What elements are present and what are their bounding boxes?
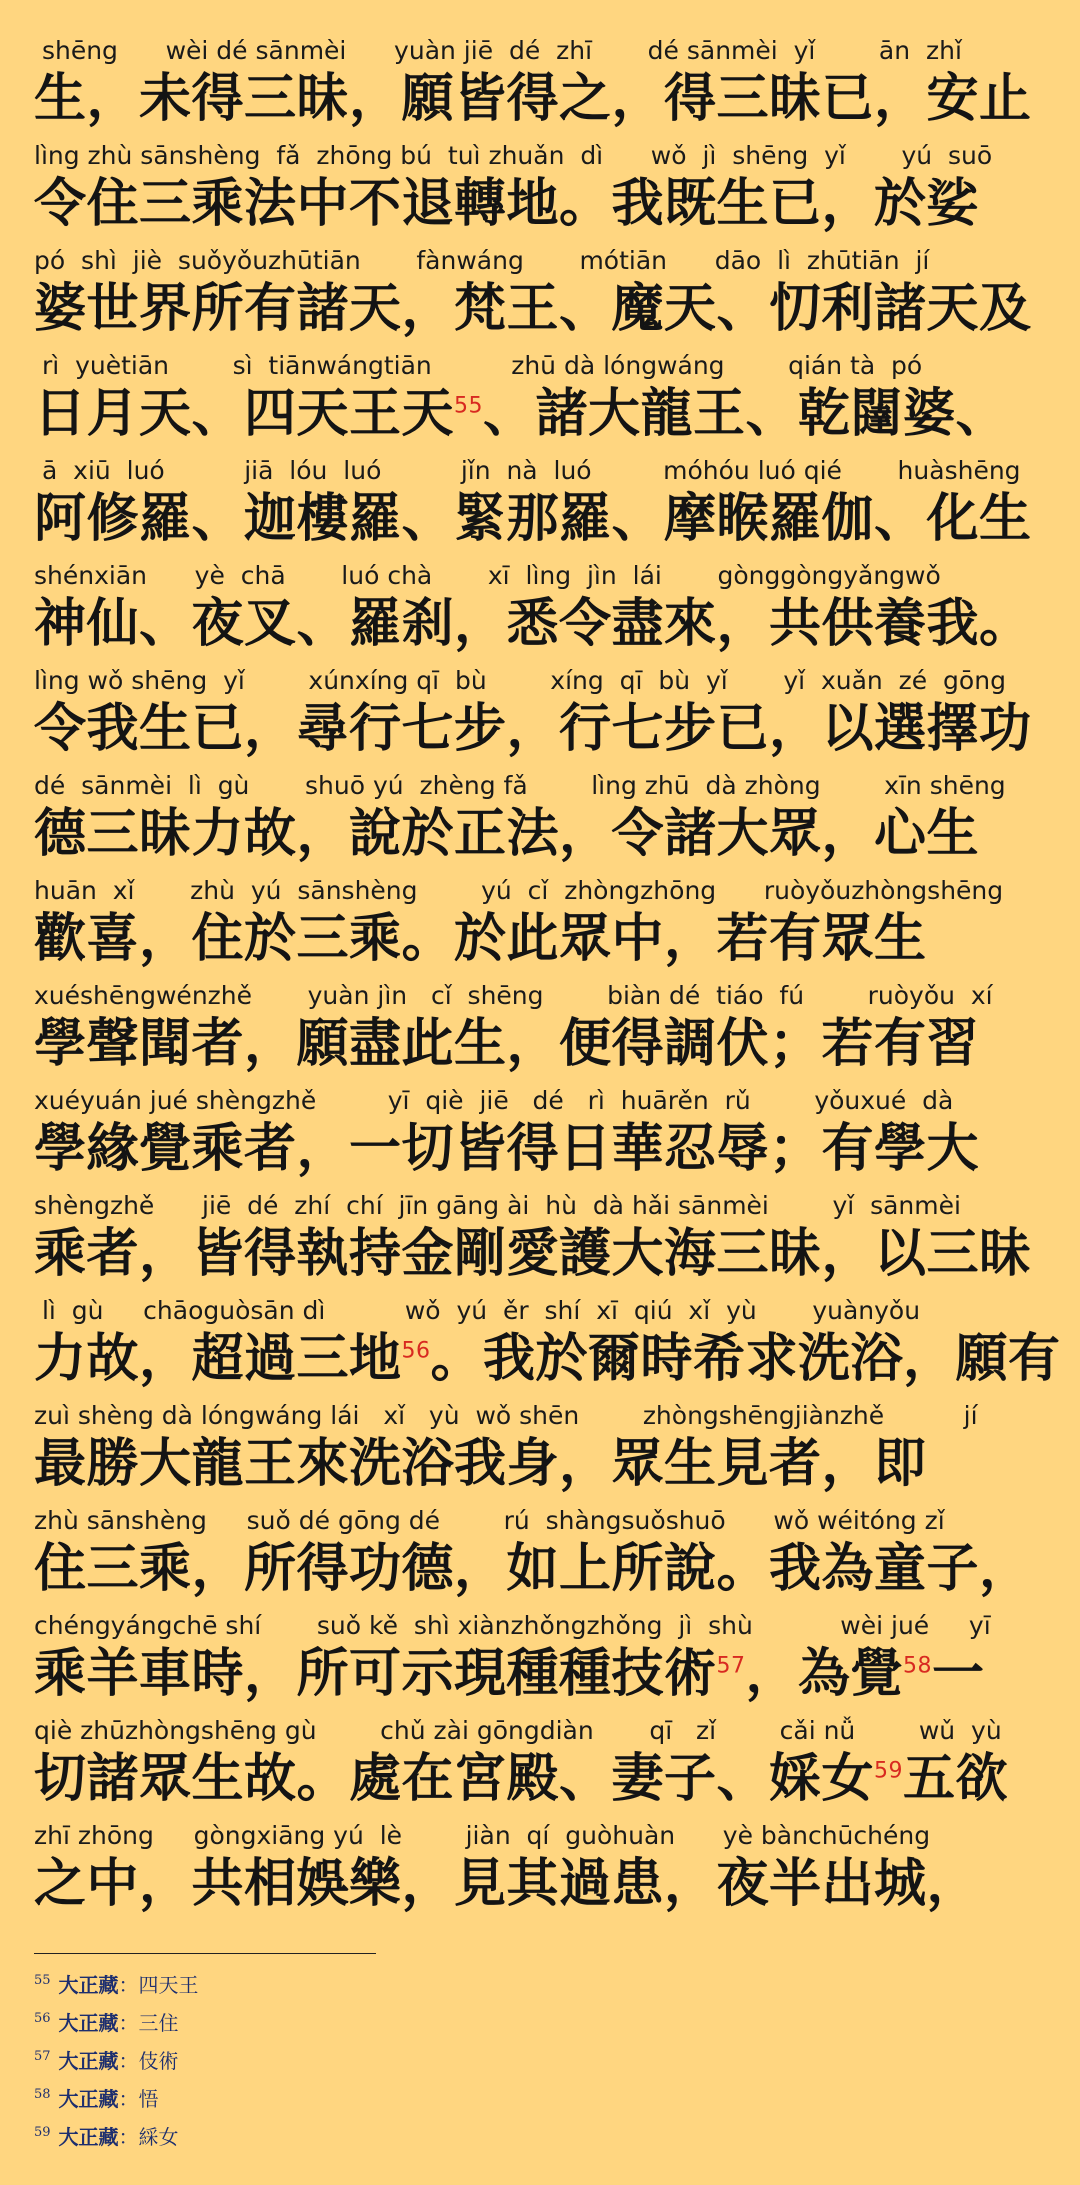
chinese-line (34, 1851, 1054, 1917)
footnote-source: 大正藏 (58, 2049, 119, 2073)
footnote-text: 三住 (138, 2011, 179, 2035)
text-line (34, 456, 1054, 561)
chinese-text: 乘者，皆得執持金剛愛護大海三昧，以三昧 (34, 1224, 1032, 1284)
chinese-text: 乘羊車時，所可示現種種技術 (34, 1644, 717, 1704)
chinese-line (34, 1431, 1054, 1497)
text-line (34, 771, 1054, 876)
footnote-item (34, 2042, 199, 2080)
pinyin-line: qiè zhūzhòngshēng gù chǔ zài gōngdiàn qī zǐ cǎi nǚ wǔ yù (34, 1716, 1002, 1745)
footnote-marker[interactable]: 55 (454, 393, 484, 419)
pinyin-line: shèngzhě jiē dé zhí chí jīn gāng ài hù dà hǎi sānmèi yǐ sānmèi (34, 1191, 961, 1220)
pinyin-line: huān xǐ zhù yú sānshèng yú cǐ zhòngzhōng ruòyǒuzhòngshēng (34, 876, 1004, 905)
pinyin-line: lìng zhù sānshèng fǎ zhōng bú tuì zhuǎn dì wǒ jì shēng yǐ yú suō (34, 141, 993, 170)
chinese-text: 令我生已，尋行七步，行七步已，以選擇功 (34, 699, 1032, 759)
pinyin-line: zuì shèng dà lóngwáng lái xǐ yù wǒ shēn zhòngshēngjiànzhě jí (34, 1401, 978, 1430)
chinese-text: 、諸大龍王、乾闥婆、 (483, 384, 1009, 444)
chinese-line (34, 1011, 1054, 1077)
chinese-text: 日月天、四天王天 (34, 384, 455, 444)
footnote-separator: ： (118, 2011, 139, 2035)
pinyin-line: lì gù chāoguòsān dì wǒ yú ěr shí xī qiú xǐ yù yuànyǒu (34, 1296, 921, 1325)
text-line (34, 561, 1054, 666)
chinese-text: 令住三乘法中不退轉地。我既生已，於娑 (34, 174, 980, 234)
chinese-line (34, 1746, 1054, 1812)
chinese-line (34, 591, 1054, 657)
footnote-number: 57 (34, 2049, 51, 2065)
pinyin-line: rì yuètiān sì tiānwángtiān zhū dà lóngwáng qián tà pó (34, 351, 923, 380)
footnote-marker[interactable]: 59 (874, 1758, 904, 1784)
text-line (34, 666, 1054, 771)
chinese-line (34, 801, 1054, 867)
chinese-line (34, 381, 1054, 447)
footnote-item (34, 2080, 199, 2118)
footnote-source: 大正藏 (58, 2087, 119, 2111)
footnote-marker[interactable]: 58 (903, 1653, 933, 1679)
footnote-number: 55 (34, 1973, 51, 1989)
chinese-text: 一 (932, 1644, 985, 1704)
text-line (34, 981, 1054, 1086)
footnote-text: 伎術 (138, 2049, 179, 2073)
footnote-item (34, 2118, 199, 2156)
pinyin-line: pó shì jiè suǒyǒuzhūtiān fànwáng mótiān dāo lì zhūtiān jí (34, 246, 930, 275)
chinese-text: 最勝大龍王來洗浴我身，眾生見者，即 (34, 1434, 927, 1494)
text-line (34, 1086, 1054, 1191)
footnote-marker[interactable]: 56 (401, 1338, 431, 1364)
footnote-number: 59 (34, 2125, 51, 2141)
footnote-marker[interactable]: 57 (716, 1653, 746, 1679)
chinese-text: 力故，超過三地 (34, 1329, 402, 1389)
text-line (34, 1401, 1054, 1506)
footnote-divider (34, 1953, 376, 1954)
pinyin-line: xuéshēngwénzhě yuàn jìn cǐ shēng biàn dé tiáo fú ruòyǒu xí (34, 981, 993, 1010)
footnote-separator: ： (118, 2125, 139, 2149)
footnote-separator: ： (118, 2087, 139, 2111)
chinese-text: ，為覺 (745, 1644, 904, 1704)
chinese-text: 學聲聞者，願盡此生，便得調伏；若有習 (34, 1014, 980, 1074)
text-line (34, 876, 1054, 981)
text-line (34, 246, 1054, 351)
text-line (34, 1296, 1061, 1401)
chinese-line (34, 171, 1054, 237)
scripture-text (34, 36, 1061, 1926)
chinese-text: 住三乘，所得功德，如上所說。我為童子， (34, 1539, 1032, 1599)
footnote-text: 四天王 (138, 1973, 199, 1997)
chinese-text: 神仙、夜叉、羅刹，悉令盡來，共供養我。 (34, 594, 1032, 654)
footnote-source: 大正藏 (58, 1973, 119, 1997)
footnote-number: 58 (34, 2087, 51, 2103)
footnote-source: 大正藏 (58, 2125, 119, 2149)
chinese-line (34, 66, 1054, 132)
footnote-separator: ： (118, 2049, 139, 2073)
chinese-line (34, 1326, 1061, 1392)
footnote-item (34, 1966, 199, 2004)
pinyin-line: chéngyángchē shí suǒ kě shì xiànzhǒngzhǒng jì shù wèi jué yī (34, 1611, 991, 1640)
text-line (34, 1716, 1054, 1821)
text-line (34, 1191, 1054, 1296)
footnote-source: 大正藏 (58, 2011, 119, 2035)
pinyin-line: xuéyuán jué shèngzhě yī qiè jiē dé rì huārěn rǔ yǒuxué dà (34, 1086, 954, 1115)
chinese-line (34, 906, 1054, 972)
text-line (34, 1506, 1054, 1611)
chinese-line (34, 696, 1054, 762)
chinese-text: 阿修羅、迦樓羅、緊那羅、摩睺羅伽、化生 (34, 489, 1032, 549)
footnote-item (34, 2004, 199, 2042)
chinese-line (34, 486, 1054, 552)
footnote-text: 悟 (138, 2087, 159, 2111)
pinyin-line: zhù sānshèng suǒ dé gōng dé rú shàngsuǒshuō wǒ wéitóng zǐ (34, 1506, 945, 1535)
footnote-separator: ： (118, 1973, 139, 1997)
chinese-text: 婆世界所有諸天，梵王、魔天、忉利諸天及 (34, 279, 1032, 339)
pinyin-line: zhī zhōng gòngxiāng yú lè jiàn qí guòhuàn yè bànchūchéng (34, 1821, 931, 1850)
chinese-text: 切諸眾生故。處在宮殿、妻子、婇女 (34, 1749, 875, 1809)
chinese-text: 德三昧力故，說於正法，令諸大眾，心生 (34, 804, 980, 864)
text-line (34, 1611, 1054, 1716)
footnotes (34, 1966, 199, 2156)
pinyin-line: ā xiū luó jiā lóu luó jǐn nà luó móhóu luó qié huàshēng (34, 456, 1021, 485)
chinese-line (34, 1221, 1054, 1287)
text-line (34, 141, 1054, 246)
chinese-text: 之中，共相娛樂，見其過患，夜半出城， (34, 1854, 980, 1914)
chinese-text: 生，未得三昧，願皆得之，得三昧已，安止 (34, 69, 1032, 129)
chinese-line (34, 1116, 1054, 1182)
pinyin-line: dé sānmèi lì gù shuō yú zhèng fǎ lìng zhū dà zhòng xīn shēng (34, 771, 1006, 800)
pinyin-line: lìng wǒ shēng yǐ xúnxíng qī bù xíng qī bù yǐ yǐ xuǎn zé gōng (34, 666, 1006, 695)
chinese-text: 歡喜，住於三乘。於此眾中，若有眾生 (34, 909, 927, 969)
text-line (34, 36, 1054, 141)
pinyin-line: shénxiān yè chā luó chà xī lìng jìn lái gònggòngyǎngwǒ (34, 561, 941, 590)
chinese-line (34, 1536, 1054, 1602)
chinese-text: 五欲 (903, 1749, 1009, 1809)
chinese-line (34, 1641, 1054, 1707)
text-line (34, 1821, 1054, 1926)
chinese-text: 。我於爾時希求洗浴，願有 (430, 1329, 1061, 1389)
pinyin-line: shēng wèi dé sānmèi yuàn jiē dé zhī dé sānmèi yǐ ān zhǐ (34, 36, 962, 65)
chinese-text: 學緣覺乘者，一切皆得日華忍辱；有學大 (34, 1119, 980, 1179)
footnote-text: 綵女 (138, 2125, 179, 2149)
footnote-number: 56 (34, 2011, 51, 2027)
chinese-line (34, 276, 1054, 342)
text-line (34, 351, 1054, 456)
